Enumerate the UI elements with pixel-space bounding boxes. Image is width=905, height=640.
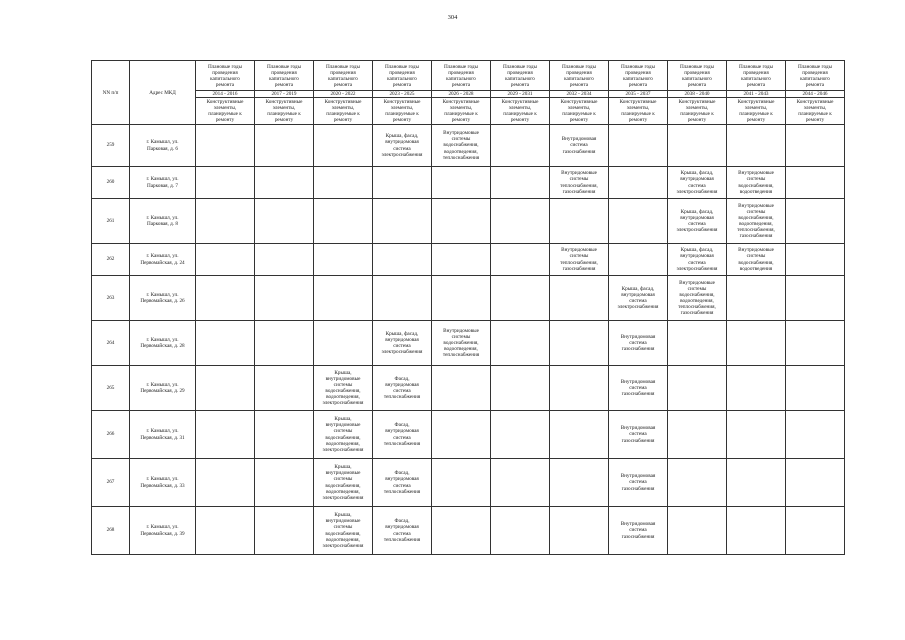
header-elements: Конструктивные элементы, планируемые к ремонту — [609, 98, 668, 125]
repair-cell — [196, 507, 255, 555]
repair-cell — [432, 366, 491, 411]
repair-cell — [432, 411, 491, 459]
repair-cell — [255, 411, 314, 459]
row-address: г. Камышл, ул. Первомайская, д. 31 — [130, 411, 196, 459]
repair-cell — [196, 411, 255, 459]
repair-cell — [668, 459, 727, 507]
repair-cell — [432, 244, 491, 276]
repair-cell — [491, 199, 550, 244]
header-period: Плановые годы проведения капитального ремонта — [255, 61, 314, 91]
page-number: 304 — [447, 14, 458, 21]
row-address: г. Камышл, ул. Первомайская, д. 26 — [130, 276, 196, 321]
repair-cell: Внутридомовые системы водоснабжения, водоотведения, теплоснабжения, газоснабжения — [727, 199, 786, 244]
repair-cell: Крыша, внутридомовые системы водоснабжения, водоотведения, электроснабжения — [314, 507, 373, 555]
repair-cell: Фасад, внутридомовая система теплоснабжения — [373, 366, 432, 411]
repair-cell — [727, 276, 786, 321]
header-years: 2026 - 2028 — [432, 91, 491, 98]
repair-cell — [786, 244, 845, 276]
row-number: 260 — [92, 167, 130, 199]
repair-cell: Внутридомовые системы теплоснабжения, газоснабжения — [550, 167, 609, 199]
header-elements: Конструктивные элементы, планируемые к ремонту — [432, 98, 491, 125]
row-address: г. Камышл, ул. Парковая, д. 6 — [130, 125, 196, 167]
row-number: 263 — [92, 276, 130, 321]
repair-cell — [432, 507, 491, 555]
header-elements: Конструктивные элементы, планируемые к ремонту — [373, 98, 432, 125]
repair-cell — [727, 507, 786, 555]
header-period: Плановые годы проведения капитального ремонта — [727, 61, 786, 91]
repair-cell — [609, 125, 668, 167]
table-row — [92, 321, 845, 366]
repair-cell — [491, 507, 550, 555]
header-period: Плановые годы проведения капитального ремонта — [373, 61, 432, 91]
repair-cell: Фасад, внутридомовая система теплоснабжения — [373, 507, 432, 555]
repair-cell: Внутридомовая система газоснабжения — [609, 321, 668, 366]
repair-cell — [668, 507, 727, 555]
repair-cell — [668, 321, 727, 366]
table-row — [92, 244, 845, 276]
repair-cell — [609, 167, 668, 199]
repair-cell — [491, 366, 550, 411]
row-address: г. Камышл, ул. Парковая, д. 7 — [130, 167, 196, 199]
repair-cell — [432, 459, 491, 507]
repair-cell — [550, 276, 609, 321]
repair-cell — [550, 366, 609, 411]
repair-cell: Внутридомовые системы водоснабжения, водоотведения, теплоснабжения, газоснабжения — [668, 276, 727, 321]
table-row — [92, 366, 845, 411]
repair-cell — [786, 199, 845, 244]
repair-cell — [727, 366, 786, 411]
repair-cell — [255, 507, 314, 555]
table-header — [92, 61, 845, 125]
row-address: г. Камышл, ул. Первомайская, д. 28 — [130, 321, 196, 366]
row-address: г. Камышл, ул. Первомайская, д. 39 — [130, 507, 196, 555]
repair-cell — [609, 199, 668, 244]
repair-cell — [314, 167, 373, 199]
header-years: 2020 - 2022 — [314, 91, 373, 98]
repair-cell: Внутридомовая система газоснабжения — [609, 411, 668, 459]
row-number: 268 — [92, 507, 130, 555]
repair-cell — [255, 321, 314, 366]
repair-cell — [727, 459, 786, 507]
repair-cell — [432, 199, 491, 244]
repair-cell: Внутридомовая система газоснабжения — [609, 507, 668, 555]
repair-cell — [550, 199, 609, 244]
header-address: Адрес МКД — [130, 61, 196, 125]
repair-cell — [314, 321, 373, 366]
repair-cell — [727, 411, 786, 459]
row-number: 265 — [92, 366, 130, 411]
repair-cell: Внутридомовые системы водоснабжения, водоотведения — [727, 167, 786, 199]
header-elements: Конструктивные элементы, планируемые к ремонту — [314, 98, 373, 125]
header-elements: Конструктивные элементы, планируемые к ремонту — [786, 98, 845, 125]
repair-cell — [668, 411, 727, 459]
repair-cell — [550, 459, 609, 507]
row-address: г. Камышл, ул. Первомайская, д. 24 — [130, 244, 196, 276]
header-period: Плановые годы проведения капитального ремонта — [786, 61, 845, 91]
header-period: Плановые годы проведения капитального ремонта — [609, 61, 668, 91]
header-period: Плановые годы проведения капитального ремонта — [668, 61, 727, 91]
table-row — [92, 411, 845, 459]
header-years: 2029 - 2031 — [491, 91, 550, 98]
repair-cell — [668, 366, 727, 411]
repair-cell — [491, 125, 550, 167]
repair-cell — [255, 366, 314, 411]
repair-cell — [255, 459, 314, 507]
repair-cell — [314, 125, 373, 167]
repair-cell — [314, 276, 373, 321]
header-elements: Конструктивные элементы, планируемые к ремонту — [255, 98, 314, 125]
repair-cell — [196, 321, 255, 366]
repair-cell — [255, 199, 314, 244]
header-years: 2014 - 2016 — [196, 91, 255, 98]
header-elements: Конструктивные элементы, планируемые к ремонту — [491, 98, 550, 125]
header-period: Плановые годы проведения капитального ремонта — [314, 61, 373, 91]
row-address: г. Камышл, ул. Первомайская, д. 29 — [130, 366, 196, 411]
header-num: NN п/п — [92, 61, 130, 125]
row-number: 261 — [92, 199, 130, 244]
repair-cell — [491, 321, 550, 366]
row-number: 266 — [92, 411, 130, 459]
repair-cell — [314, 199, 373, 244]
repair-cell — [786, 167, 845, 199]
header-years: 2023 - 2025 — [373, 91, 432, 98]
repair-cell: Внутридомовая система газоснабжения — [609, 459, 668, 507]
repair-cell: Крыша, фасад, внутридомовая система электроснабжения — [373, 125, 432, 167]
repair-cell — [373, 244, 432, 276]
repair-cell — [786, 411, 845, 459]
repair-cell — [373, 276, 432, 321]
repair-cell — [196, 125, 255, 167]
row-number: 264 — [92, 321, 130, 366]
repair-cell — [373, 199, 432, 244]
header-elements: Конструктивные элементы, планируемые к ремонту — [727, 98, 786, 125]
repair-cell — [196, 366, 255, 411]
header-elements: Конструктивные элементы, планируемые к ремонту — [668, 98, 727, 125]
repair-cell: Внутридомовые системы водоснабжения, водоотведения, теплоснабжения — [432, 321, 491, 366]
header-years: 2035 - 2037 — [609, 91, 668, 98]
repair-cell — [786, 366, 845, 411]
repair-cell — [786, 276, 845, 321]
repair-cell — [491, 459, 550, 507]
row-number: 259 — [92, 125, 130, 167]
header-period: Плановые годы проведения капитального ремонта — [196, 61, 255, 91]
repair-cell: Крыша, внутридомовые системы водоснабжения, водоотведения, электроснабжения — [314, 366, 373, 411]
repair-cell — [786, 125, 845, 167]
header-years: 2041 - 2043 — [727, 91, 786, 98]
header-years: 2017 - 2019 — [255, 91, 314, 98]
repair-cell: Крыша, фасад, внутридомовая система электроснабжения — [668, 199, 727, 244]
table-row — [92, 459, 845, 507]
repair-cell — [255, 276, 314, 321]
repair-cell: Фасад, внутридомовая система теплоснабжения — [373, 411, 432, 459]
repair-cell — [491, 276, 550, 321]
repair-cell — [255, 244, 314, 276]
repair-cell: Крыша, фасад, внутридомовая система электроснабжения — [373, 321, 432, 366]
repair-cell — [314, 244, 373, 276]
repair-cell: Крыша, фасад, внутридомовая система электроснабжения — [668, 167, 727, 199]
repair-cell — [550, 411, 609, 459]
table-body — [92, 125, 845, 555]
repair-cell — [668, 125, 727, 167]
row-address: г. Камышл, ул. Первомайская, д. 33 — [130, 459, 196, 507]
repair-cell: Крыша, внутридомовые системы водоснабжения, водоотведения, электроснабжения — [314, 459, 373, 507]
repair-cell: Внутридомовая система газоснабжения — [550, 125, 609, 167]
repair-cell — [550, 321, 609, 366]
repair-cell — [609, 244, 668, 276]
repair-cell — [196, 167, 255, 199]
repair-cell: Внутридомовая система газоснабжения — [609, 366, 668, 411]
repair-cell — [727, 125, 786, 167]
repair-cell — [727, 321, 786, 366]
table-row — [92, 199, 845, 244]
repair-cell — [786, 507, 845, 555]
repair-cell — [196, 276, 255, 321]
repair-cell: Внутридомовые системы водоснабжения, водоотведения, теплоснабжения — [432, 125, 491, 167]
repair-cell: Внутридомовые системы теплоснабжения, газоснабжения — [550, 244, 609, 276]
header-elements: Конструктивные элементы, планируемые к ремонту — [550, 98, 609, 125]
header-years: 2038 - 2040 — [668, 91, 727, 98]
header-years: 2032 - 2034 — [550, 91, 609, 98]
repair-cell — [786, 321, 845, 366]
repair-cell — [491, 167, 550, 199]
repair-cell — [255, 167, 314, 199]
table-row — [92, 507, 845, 555]
header-period: Плановые годы проведения капитального ремонта — [432, 61, 491, 91]
repair-cell — [196, 199, 255, 244]
repair-cell — [786, 459, 845, 507]
repair-cell: Крыша, внутридомовые системы водоснабжения, водоотведения, электроснабжения — [314, 411, 373, 459]
repair-cell — [196, 244, 255, 276]
row-number: 267 — [92, 459, 130, 507]
table-row — [92, 276, 845, 321]
repair-cell — [196, 459, 255, 507]
header-elements: Конструктивные элементы, планируемые к ремонту — [196, 98, 255, 125]
table-row — [92, 125, 845, 167]
repair-cell: Крыша, фасад, внутридомовая система электроснабжения — [609, 276, 668, 321]
repair-cell — [373, 167, 432, 199]
repair-cell: Внутридомовые системы водоснабжения, водоотведения — [727, 244, 786, 276]
repair-cell — [255, 125, 314, 167]
repair-cell — [432, 167, 491, 199]
repair-cell: Фасад, внутридомовая система теплоснабжения — [373, 459, 432, 507]
header-period: Плановые годы проведения капитального ремонта — [491, 61, 550, 91]
capital-repair-schedule-table — [91, 60, 845, 555]
header-years: 2044 - 2046 — [786, 91, 845, 98]
repair-cell — [432, 276, 491, 321]
header-period: Плановые годы проведения капитального ремонта — [550, 61, 609, 91]
repair-cell — [491, 244, 550, 276]
repair-cell — [550, 507, 609, 555]
repair-cell: Крыша, фасад, внутридомовая система электроснабжения — [668, 244, 727, 276]
repair-cell — [491, 411, 550, 459]
row-number: 262 — [92, 244, 130, 276]
table-row — [92, 167, 845, 199]
row-address: г. Камышл, ул. Парковая, д. 8 — [130, 199, 196, 244]
